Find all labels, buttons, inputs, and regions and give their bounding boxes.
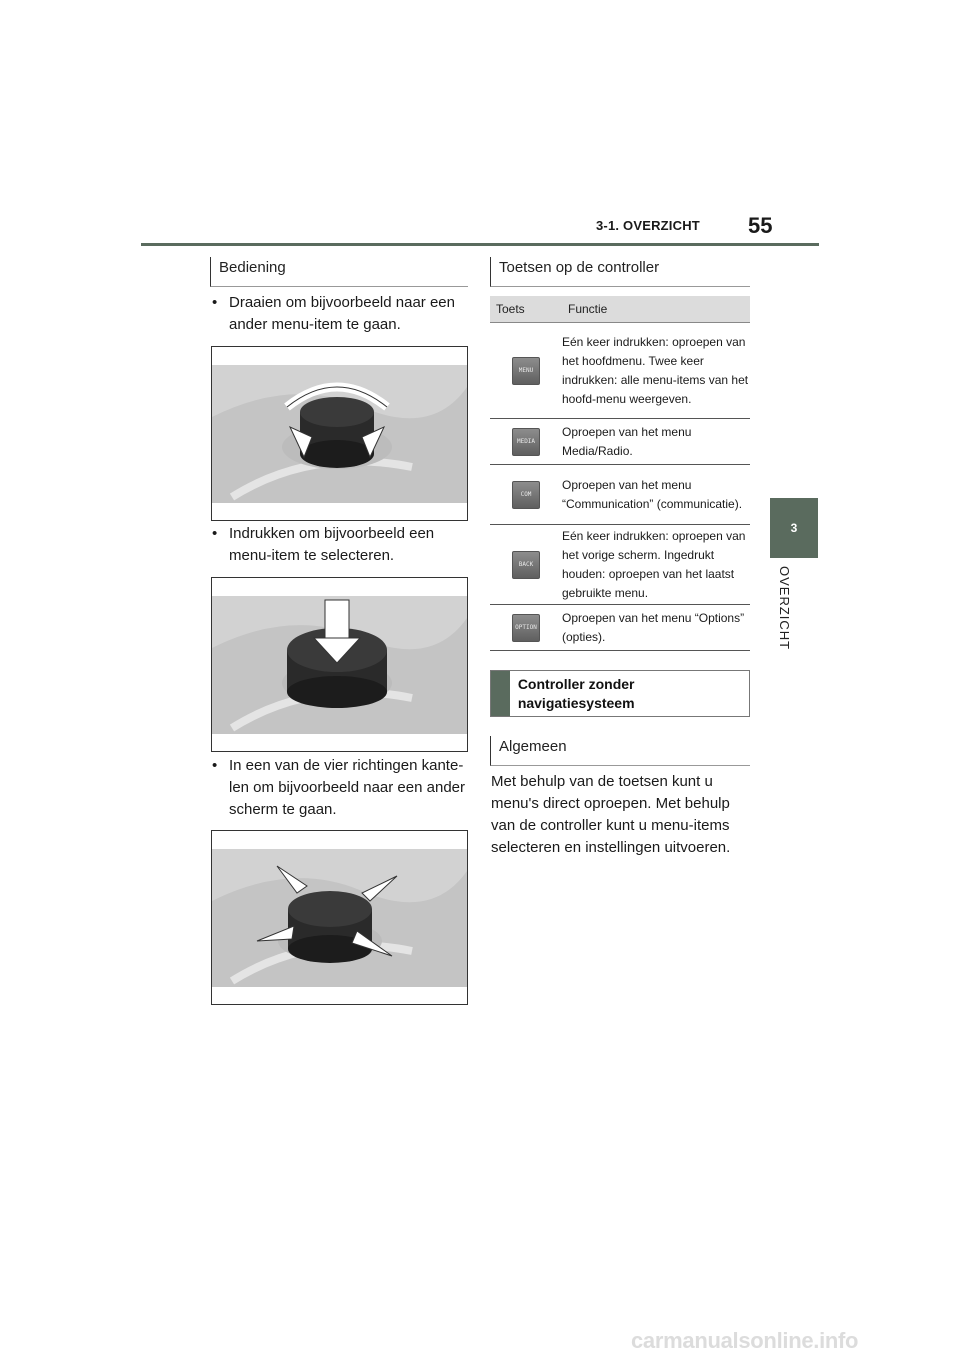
controller-keys-table (490, 296, 750, 651)
bullet-rotate (212, 292, 470, 336)
chapter-tab: 3 (770, 498, 818, 558)
bediening-heading: Bediening (210, 257, 468, 287)
table-row (490, 465, 750, 525)
table-row (490, 419, 750, 465)
bullet-press (212, 523, 470, 567)
menu-key-icon: MENU (512, 357, 540, 385)
header-rule (141, 243, 819, 246)
bullet-dot: • (212, 294, 218, 311)
figure-tilt (211, 830, 468, 1005)
press-illustration (212, 578, 467, 751)
tilt-illustration (212, 831, 467, 1004)
callout-title: Controller zonder navigatiesysteem (517, 676, 635, 711)
watermark: carmanualsonline.info (631, 1328, 859, 1353)
table-row (490, 525, 750, 605)
bullet-text: Indrukken om bijvoorbeeld een menu-item te selecteren. (229, 525, 435, 564)
bullet-dot: • (212, 757, 218, 774)
section-title: 3-1. OVERZICHT (596, 218, 700, 233)
chapter-label-text: OVERZICHT (777, 566, 792, 651)
function-text: Oproepen van het menu “Options” (opties). (562, 610, 745, 644)
chapter-label (777, 566, 817, 676)
toetsen-heading: Toetsen op de controller (490, 257, 750, 287)
callout-accent-bar (491, 671, 510, 716)
rotate-illustration (212, 347, 467, 520)
table-header (490, 296, 750, 323)
function-text: Eén keer indrukken: oproepen van het hoofdmenu. Twee keer indrukken: alle menu-items van het hoofd-menu weergeven. (562, 334, 749, 406)
callout-box (490, 670, 750, 717)
header-functie: Functie (568, 302, 608, 316)
header-toets: Toets (496, 302, 525, 316)
bullet-text: Draaien om bijvoorbeeld naar een ander menu-item te gaan. (229, 294, 455, 333)
com-key-icon: COM (512, 481, 540, 509)
media-key-icon: MEDIA (512, 428, 540, 456)
table-row (490, 323, 750, 419)
figure-press (211, 577, 468, 752)
table-row (490, 605, 750, 651)
function-text: Oproepen van het menu “Communication” (communicatie). (562, 477, 743, 511)
figure-rotate (211, 346, 468, 521)
bullet-tilt (212, 755, 470, 821)
page-number: 55 (748, 213, 773, 238)
function-text: Eén keer indrukken: oproepen van het vorige scherm. Ingedrukt houden: oproepen van het laatst gebruikte menu. (562, 528, 746, 600)
bullet-dot: • (212, 525, 218, 542)
bullet-text: In een van de vier richtingen kante-len om bijvoorbeeld naar een ander scherm te gaan. (229, 757, 465, 818)
back-key-icon: BACK (512, 551, 540, 579)
option-key-icon: OPTION (512, 614, 540, 642)
body-paragraph: Met behulp van de toetsen kunt u menu's direct oproepen. Met behulp van de controller kunt u menu-items selecteren en instellingen uitvoeren. (491, 773, 731, 856)
algemeen-heading: Algemeen (490, 736, 750, 766)
function-text: Oproepen van het menu Media/Radio. (562, 424, 692, 458)
